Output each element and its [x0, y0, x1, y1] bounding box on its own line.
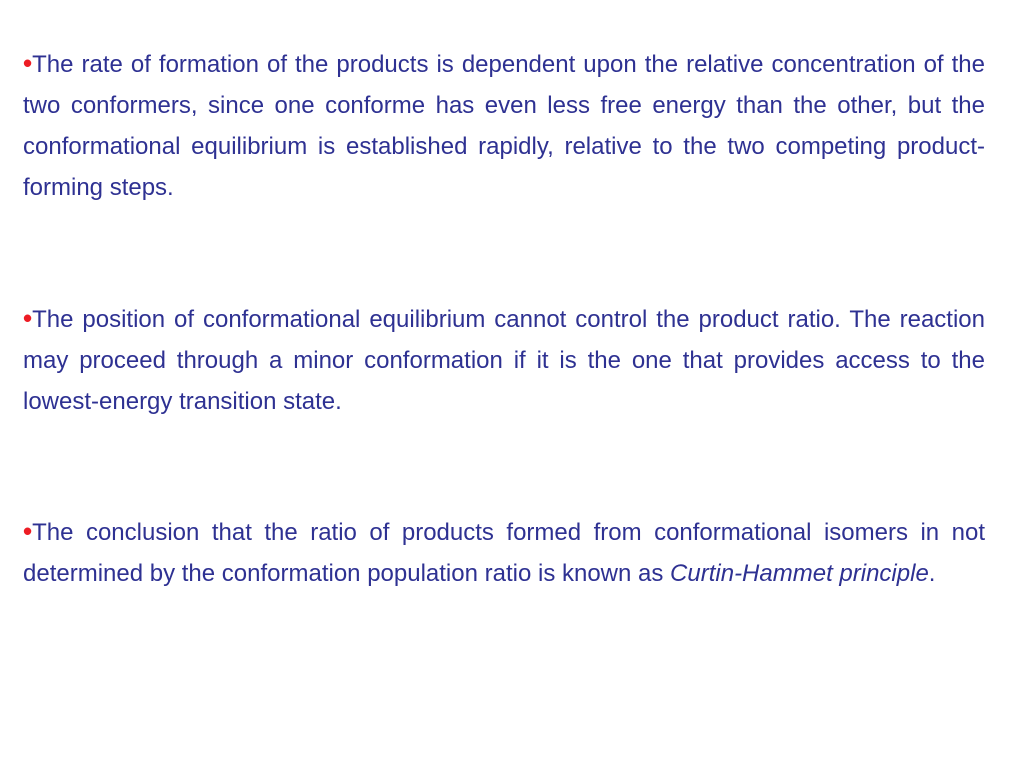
bullet-text-3-tail: . — [928, 560, 936, 587]
bullet-icon: • — [23, 48, 33, 78]
bullet-point-2 — [23, 298, 985, 422]
bullet-text-1: The rate of formation of the products is dependent upon the relative concentration of the two conformers, since one conforme has even less free energy than the other, but the conformational equilibrium is established rapidly, relative to the two competing product-forming steps. — [23, 51, 985, 201]
bullet-text-3: The conclusion that the ratio of products formed from conformational isomers in not determined by the conformation population ratio is known as — [23, 519, 985, 587]
principle-name: Curtin-Hammet principle — [670, 560, 929, 587]
bullet-icon: • — [23, 516, 33, 546]
bullet-icon: • — [23, 303, 33, 333]
bullet-point-1 — [23, 43, 985, 208]
bullet-point-3 — [23, 511, 985, 594]
bullet-text-2: The position of conformational equilibrium cannot control the product ratio. The reaction may proceed through a minor conformation if it is the one that provides access to the lowest-energy transition state. — [23, 306, 985, 415]
